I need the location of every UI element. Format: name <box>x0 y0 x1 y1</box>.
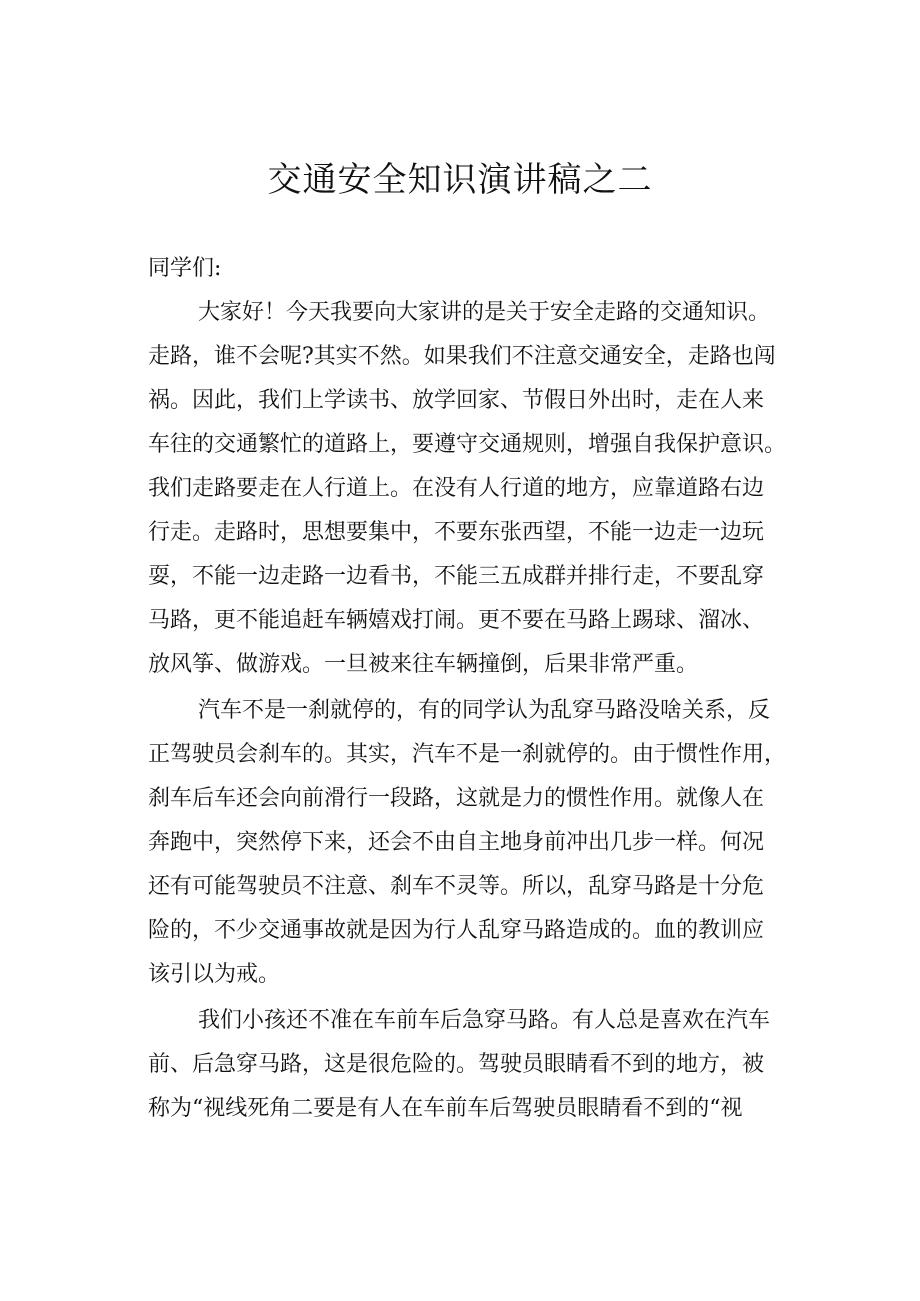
paragraph-line: 祸。因此，我们上学读书、放学回家、节假日外出时，走在人来 <box>148 388 765 413</box>
paragraph-line: 刹车后车还会向前滑行一段路，这就是力的惯性作用。就像人在 <box>148 786 765 811</box>
paragraph-line: 称为“视线死角二要是有人在车前车后驾驶员眼睛看不到的“视 <box>148 1096 743 1121</box>
paragraph-line: 放风筝、做游戏。一旦被来往车辆撞倒，后果非常严重。 <box>148 652 699 677</box>
salutation: 同学们: <box>148 256 222 281</box>
document-title: 交通安全知识演讲稿之二 <box>267 160 653 200</box>
paragraph-line: 前、后急穿马路，这是很危险的。驾驶员眼睛看不到的地方，被 <box>148 1052 765 1077</box>
paragraph-line: 行走。走路时，思想要集中，不要东张西望，不能一边走一边玩 <box>148 520 765 545</box>
paragraph-line: 车往的交通繁忙的道路上，要遵守交通规则，增强自我保护意识。 <box>148 432 787 457</box>
paragraph-line: 大家好！今天我要向大家讲的是关于安全走路的交通知识。 <box>198 300 771 325</box>
paragraph-line: 正驾驶员会刹车的。其实，汽车不是一刹就停的。由于惯性作用， <box>148 742 787 767</box>
paragraph-2 <box>148 689 828 997</box>
paragraph-line: 险的，不少交通事故就是因为行人乱穿马路造成的。血的教训应 <box>148 918 765 943</box>
document-body <box>148 247 828 1131</box>
paragraph-line: 耍，不能一边走路一边看书，不能三五成群并排行走，不要乱穿 <box>148 564 765 589</box>
paragraph-line: 奔跑中，突然停下来，还会不由自主地身前冲出几步一样。何况 <box>148 830 765 855</box>
paragraph-line: 马路，更不能追赶车辆嬉戏打闹。更不要在马路上踢球、溜冰、 <box>148 608 765 633</box>
paragraph-line: 该引以为戒。 <box>148 962 281 987</box>
paragraph-line: 还有可能驾驶员不注意、刹车不灵等。所以，乱穿马路是十分危 <box>148 874 765 899</box>
paragraph-3 <box>148 999 828 1131</box>
paragraph-line: 走路，谁不会呢?其实不然。如果我们不注意交通安全，走路也闯 <box>148 344 776 369</box>
paragraph-line: 我们小孩还不准在车前车后急穿马路。有人总是喜欢在汽车 <box>198 1008 771 1033</box>
paragraph-line: 汽车不是一刹就停的，有的同学认为乱穿马路没啥关系，反 <box>198 698 771 723</box>
paragraph-line: 我们走路要走在人行道上。在没有人行道的地方，应靠道路右边 <box>148 476 765 501</box>
paragraph-1 <box>148 291 828 687</box>
